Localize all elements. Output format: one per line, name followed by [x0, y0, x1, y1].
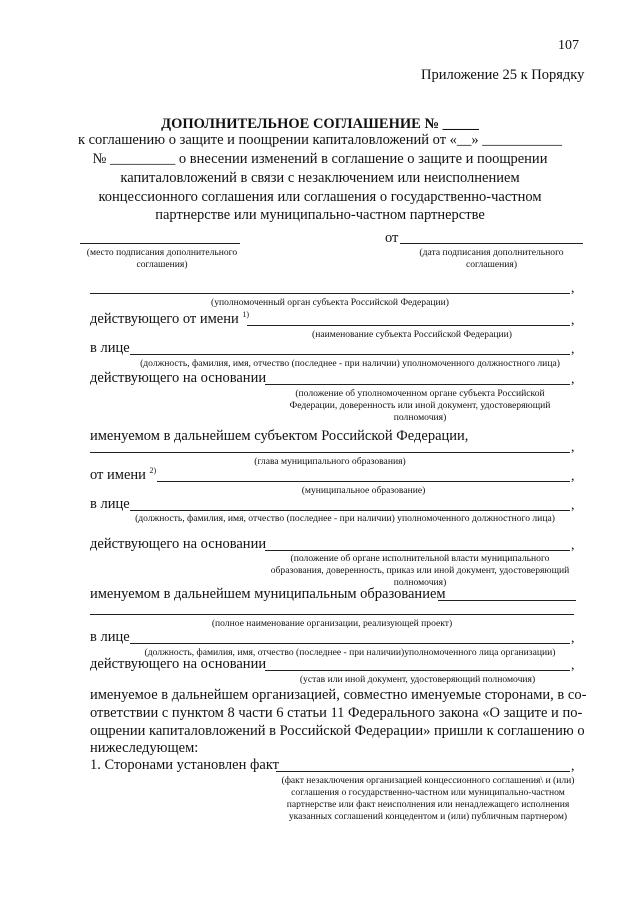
official-org-field-line[interactable]: [130, 643, 570, 644]
document-title: ДОПОЛНИТЕЛЬНОЕ СОГЛАШЕНИЕ № _____: [161, 116, 479, 132]
comma: ,: [571, 498, 575, 513]
basis-org-caption: (устав или иной документ, удостоверяющий полномочия): [299, 674, 536, 685]
comma: ,: [571, 281, 575, 296]
basis-subject-field-line[interactable]: [265, 384, 570, 385]
body-line-3: ощрении капиталовложений в Российской Федерации» пришли к соглашению о: [90, 723, 585, 739]
body-line-4: нижеследующем:: [90, 740, 199, 756]
place-field-line[interactable]: [80, 243, 240, 244]
in-person-label-1: в лице: [90, 340, 130, 356]
authority-caption: (уполномоченный орган субъекта Российской Федерации): [211, 297, 449, 308]
acting-basis-label-2: действующего на основании: [90, 536, 267, 552]
subject-name-field-line[interactable]: [247, 325, 570, 326]
comma: ,: [571, 759, 575, 774]
comma: ,: [571, 440, 575, 455]
fact-caption: (факт незаключения организацией концессионного соглашения\ и (или) соглашения о государственно-частном или муниципально-частном партнерстве или факт неисполнения или ненадлежащего исполнения указанных соглашений концедентом и (или) публичным партнером): [281, 775, 575, 822]
subtitle-line-5: партнерстве или муниципально-частном партнерстве: [155, 207, 485, 223]
comma: ,: [571, 538, 575, 553]
organization-field-line[interactable]: [90, 614, 574, 615]
named-subject-label: именуемом в дальнейшем субъектом Российской Федерации,: [90, 428, 469, 444]
official-field-line[interactable]: [130, 354, 570, 355]
body-line-1: именуемое в дальнейшем организацией, совместно именуемые сторонами, в со-: [90, 687, 587, 703]
item-1-label: 1. Сторонами установлен факт: [90, 757, 280, 773]
acting-basis-label-3: действующего на основании: [90, 656, 267, 672]
basis-org-field-line[interactable]: [265, 670, 570, 671]
comma: ,: [571, 342, 575, 357]
subtitle-line-2: № _________ о внесении изменений в соглашение о защите и поощрении: [92, 151, 548, 167]
subtitle-line-1: к соглашению о защите и поощрении капиталовложений от «__» ___________: [77, 132, 563, 148]
appendix-reference: Приложение 25 к Порядку: [421, 67, 585, 83]
comma: ,: [571, 469, 575, 484]
comma: ,: [571, 372, 575, 387]
comma: ,: [571, 658, 575, 673]
page-number: 107: [558, 38, 579, 53]
head-municipal-field-line[interactable]: [90, 452, 570, 453]
head-municipal-caption: (глава муниципального образования): [254, 456, 406, 467]
in-person-label-3: в лице: [90, 629, 130, 645]
fact-field-line[interactable]: [276, 771, 570, 772]
official-municipal-caption: (должность, фамилия, имя, отчество (последнее - при наличии) уполномоченного должностного лица): [135, 513, 555, 524]
municipal-field-line[interactable]: [157, 481, 570, 482]
municipal-caption: (муниципальное образование): [301, 485, 426, 496]
date-field-line[interactable]: [400, 243, 583, 244]
named-municipal-field-line[interactable]: [438, 600, 576, 601]
basis-municipal-field-line[interactable]: [265, 550, 570, 551]
official-caption: (должность, фамилия, имя, отчество (последнее - при наличии) уполномоченного должностного лица): [140, 358, 560, 369]
footnote-2: 2): [149, 466, 157, 475]
place-caption: (место подписания дополнительного соглашения): [86, 247, 238, 270]
acting-basis-label-1: действующего на основании: [90, 370, 267, 386]
footnote-1: 1): [242, 310, 250, 319]
date-caption: (дата подписания дополнительного соглашения): [419, 247, 564, 270]
in-person-label-2: в лице: [90, 496, 130, 512]
body-line-2: ответствии с пунктом 8 части 6 статьи 11 Федерального закона «О защите и по-: [90, 705, 583, 721]
organization-caption: (полное наименование организации, реализующей проект): [211, 618, 453, 629]
basis-municipal-caption: (положение об органе исполнительной власти муниципального образования, доверенность, приказ или иной документ, удостоверяющий полномочия): [270, 553, 570, 588]
comma: ,: [571, 313, 575, 328]
authority-field-line[interactable]: [90, 293, 570, 294]
named-municipal-label: именуемом в дальнейшем муниципальным образованием: [90, 586, 446, 602]
subtitle-line-3: капиталовложений в связи с незаключением или неисполнением: [120, 170, 520, 186]
official-municipal-field-line[interactable]: [130, 510, 570, 511]
basis-subject-caption: (положение об уполномоченном органе субъекта Российской Федерации, доверенность или иной документ, удостоверяющий полномочия): [289, 388, 551, 423]
subject-name-caption: (наименование субъекта Российской Федерации): [312, 329, 512, 340]
official-org-caption: (должность, фамилия, имя, отчество (последнее - при наличии)уполномоченного лица организации): [144, 647, 556, 658]
acting-on-behalf-label: действующего от имени $^{1)}$: [90, 310, 250, 327]
from-word: от: [385, 230, 399, 246]
comma: ,: [571, 631, 575, 646]
on-behalf-label: от имени $^{2)}$: [90, 466, 157, 483]
subtitle-line-4: концессионного соглашения или соглашения о государственно-частном: [98, 189, 542, 205]
